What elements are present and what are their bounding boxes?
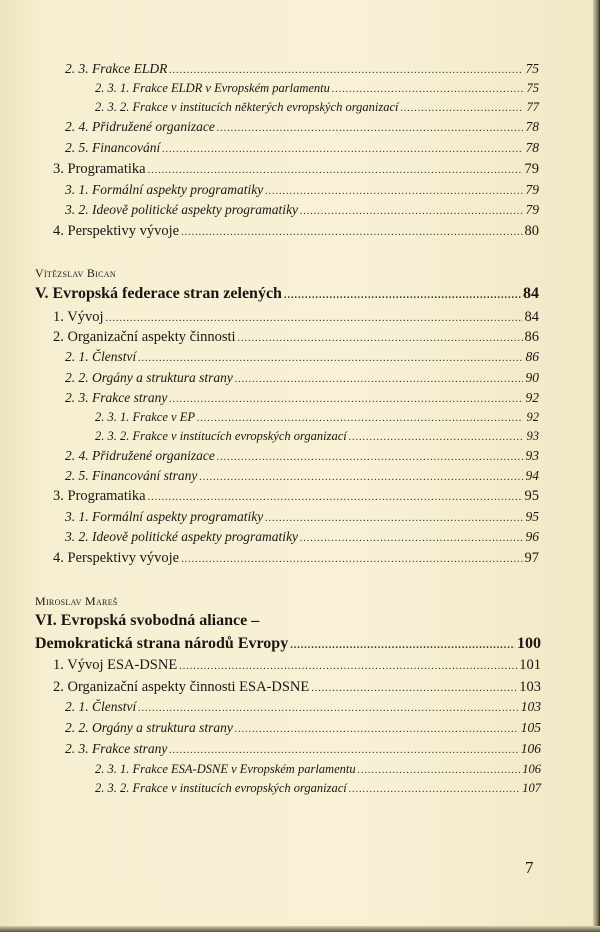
toc-entry: 4. Perspektivy vývoje ..... 80: [53, 221, 539, 241]
toc-entry: 2. Organizační aspekty činnosti ..... 86: [53, 327, 539, 347]
toc-entry: 1. Vývoj ESA-DSNE ..... 101: [53, 655, 541, 675]
chapter-author: Miroslav Mareš: [35, 594, 118, 608]
toc-entry: 3. 1. Formální aspekty programatiky ..... 95: [65, 507, 539, 527]
toc-entry: 2. 3. 1. Frakce ELDR v Evropském parlamentu ..... 75: [95, 78, 539, 98]
toc-entry: 2. 3. 2. Frakce v institucích evropských organizací ..... 107: [95, 778, 541, 798]
toc-entry: 2. Organizační aspekty činnosti ESA-DSNE ..... 103: [53, 677, 541, 697]
toc-entry: 3. 1. Formální aspekty programatiky ..... 79: [65, 180, 539, 200]
page-edge: [593, 0, 600, 932]
page-number: 7: [525, 858, 534, 877]
toc-entry: 3. 2. Ideově politické aspekty programatiky ..... 79: [65, 200, 539, 220]
toc-entry: 2. 3. 2. Frakce v institucích evropských organizací ..... 93: [95, 426, 539, 446]
toc-entry: 2. 1. Členství ..... 86: [65, 347, 539, 367]
toc-entry: 2. 2. Orgány a struktura strany ..... 105: [65, 718, 541, 738]
toc-entry: 2. 4. Přidružené organizace ..... 78: [65, 117, 539, 137]
toc-entry: 1. Vývoj ..... 84: [53, 307, 539, 327]
toc-entry: 2. 5. Financování ..... 78: [65, 138, 539, 158]
toc-entry: 4. Perspektivy vývoje ..... 97: [53, 548, 539, 568]
chapter-title-line: VI. Evropská svobodná aliance –: [35, 612, 260, 629]
toc-entry: 2. 3. Frakce strany ..... 106: [65, 739, 541, 759]
chapter-title: Demokratická strana národů Evropy ..... 100: [35, 634, 541, 654]
toc-entry: 2. 1. Členství ..... 103: [65, 697, 541, 717]
toc-entry: 2. 3. 1. Frakce ESA-DSNE v Evropském parlamentu ..... 106: [95, 759, 541, 779]
toc-entry: 2. 4. Přidružené organizace ..... 93: [65, 446, 539, 466]
toc-entry: 2. 3. Frakce ELDR ..... 75: [65, 59, 539, 79]
toc-entry: 3. Programatika ..... 95: [53, 486, 539, 506]
toc-entry: 2. 2. Orgány a struktura strany ..... 90: [65, 368, 539, 388]
page-edge: [0, 926, 600, 932]
chapter-title: V. Evropská federace stran zelených ..... 84: [35, 284, 539, 304]
chapter-author: Vítězslav Bican: [35, 266, 116, 280]
toc-entry: 2. 3. Frakce strany ..... 92: [65, 388, 539, 408]
toc-entry: 2. 5. Financování strany ..... 94: [65, 466, 539, 486]
toc-entry: 2. 3. 1. Frakce v EP ..... 92: [95, 407, 539, 427]
toc-entry: 3. Programatika ..... 79: [53, 159, 539, 179]
toc-entry: 2. 3. 2. Frakce v institucích některých evropských organizací ..... 77: [95, 97, 539, 117]
toc-entry: 3. 2. Ideově politické aspekty programatiky ..... 96: [65, 527, 539, 547]
